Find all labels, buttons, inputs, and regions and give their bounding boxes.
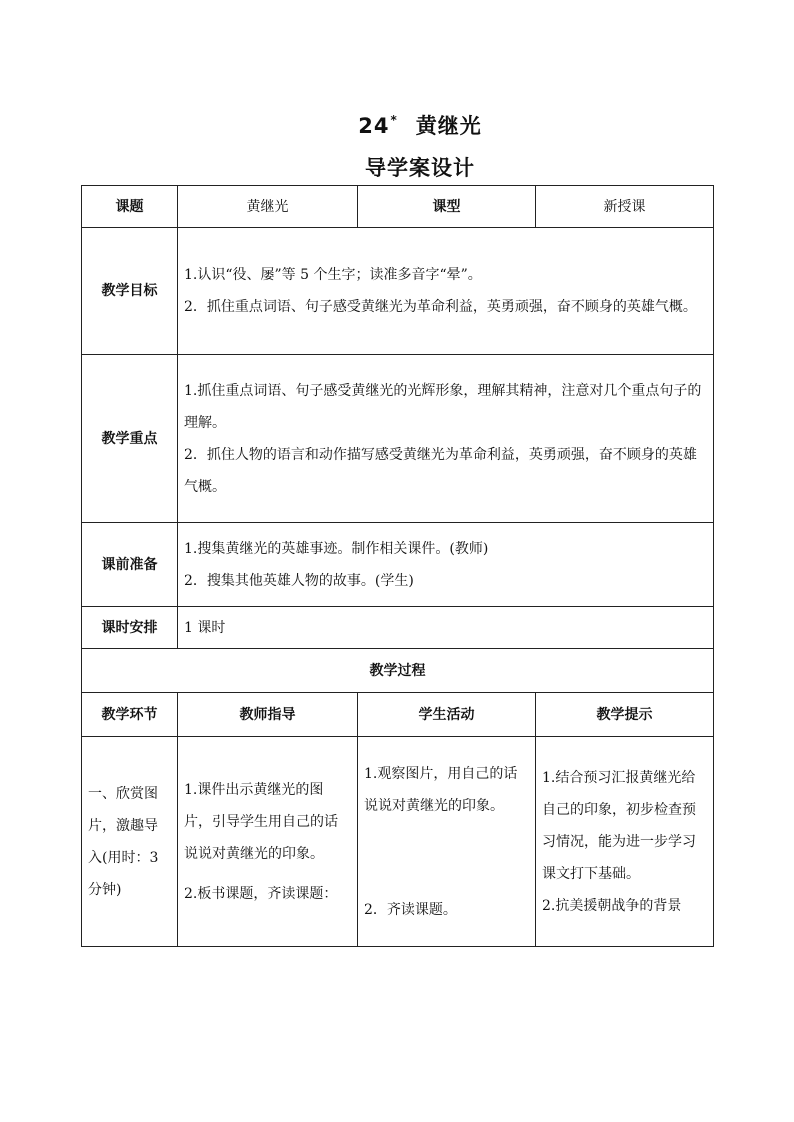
teacher-step: 2.板书课题，齐读课题： xyxy=(184,885,338,902)
col-header-hints: 教学提示 xyxy=(536,693,714,737)
teacher-step: 1.课件出示黄继光的图片，引导学生用自己的话说说对黄继光的印象。 xyxy=(184,781,338,862)
schedule-row xyxy=(82,607,714,649)
col-header-student: 学生活动 xyxy=(358,693,536,737)
prep-row xyxy=(82,523,714,607)
goals-label: 教学目标 xyxy=(82,228,178,355)
prep-item: 1.搜集黄继光的英雄事迹。制作相关课件。(教师) xyxy=(184,540,489,557)
type-value: 新授课 xyxy=(536,186,714,228)
student-activity xyxy=(358,737,536,947)
lesson-number: 24* xyxy=(358,113,398,138)
topic-row xyxy=(82,186,714,228)
process-label: 教学过程 xyxy=(82,649,714,693)
lesson-name: 黄继光 xyxy=(415,114,482,138)
goals-row xyxy=(82,228,714,355)
hint-item: 1.结合预习汇报黄继光给自己的印象，初步检查预习情况，能为进一步学习课文打下基础。 xyxy=(542,769,696,882)
document-subtitle: 导学案设计 xyxy=(365,156,475,180)
focus-content xyxy=(178,355,714,523)
process-header-row xyxy=(82,693,714,737)
prep-label: 课前准备 xyxy=(82,523,178,607)
focus-row xyxy=(82,355,714,523)
prep-item: 2．搜集其他英雄人物的故事。(学生) xyxy=(184,572,414,589)
goal-item: 1.认识“役、屡”等 5 个生字；读准多音字“晕”。 xyxy=(184,267,482,283)
teaching-hints xyxy=(536,737,714,947)
student-step: 1.观察图片，用自己的话说说对黄继光的印象。 xyxy=(364,765,518,814)
focus-item: 1.抓住重点词语、句子感受黄继光的光辉形象，理解其精神，注意对几个重点句子的理解。 xyxy=(184,382,702,431)
process-row xyxy=(82,649,714,693)
goal-item: 2．抓住重点词语、句子感受黄继光为革命利益，英勇顽强，奋不顾身的英雄气概。 xyxy=(184,299,697,315)
col-header-teacher: 教师指导 xyxy=(178,693,358,737)
prep-content xyxy=(178,523,714,607)
focus-item: 2．抓住人物的语言和动作描写感受黄继光为革命利益，英勇顽强，奋不顾身的英雄气概。 xyxy=(184,446,697,495)
lesson-title xyxy=(0,110,794,140)
schedule-value: 1 课时 xyxy=(178,607,714,649)
type-label: 课型 xyxy=(358,186,536,228)
stage-name: 一、欣赏图片，激趣导入(用时：3分钟) xyxy=(82,737,178,947)
hint-item: 2.抗美援朝战争的背景 xyxy=(542,897,682,914)
schedule-label: 课时安排 xyxy=(82,607,178,649)
topic-label: 课题 xyxy=(82,186,178,228)
topic-value: 黄继光 xyxy=(178,186,358,228)
student-step: 2．齐读课题。 xyxy=(364,901,457,918)
col-header-stage: 教学环节 xyxy=(82,693,178,737)
lesson-plan-table xyxy=(81,185,714,947)
goals-content xyxy=(178,228,714,355)
teacher-guidance xyxy=(178,737,358,947)
stage-row xyxy=(82,737,714,947)
focus-label: 教学重点 xyxy=(82,355,178,523)
